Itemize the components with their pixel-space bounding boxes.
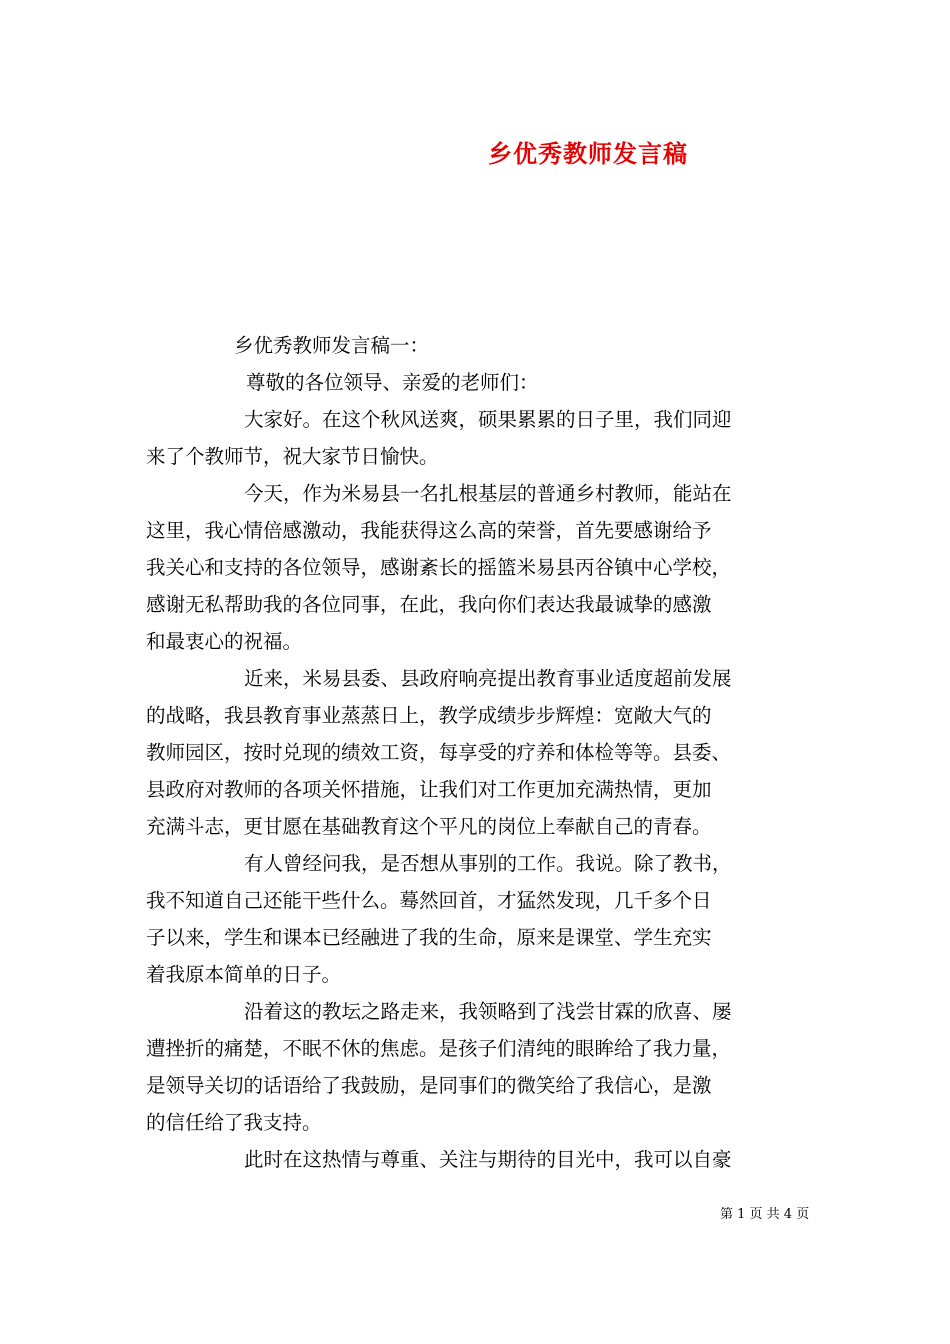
paragraph-line: 大家好。在这个秋风送爽，硕果累累的日子里，我们同迎 [244, 408, 732, 431]
paragraph-line: 教师园区，按时兑现的绩效工资，每享受的疗养和体检等等。县委、 [146, 741, 732, 764]
paragraph-line: 和最衷心的祝福。 [146, 630, 303, 653]
paragraph-line: 这里，我心情倍感激动，我能获得这么高的荣誉，首先要感谢给予 [146, 519, 712, 542]
page-number-footer: 第 1 页 共 4 页 [720, 1207, 810, 1222]
paragraph-line: 县政府对教师的各项关怀措施，让我们对工作更加充满热情，更加 [146, 778, 712, 801]
paragraph-line: 沿着这的教坛之路走来，我领略到了浅尝甘霖的欣喜、屡 [244, 1000, 732, 1023]
paragraph-line: 来了个教师节，祝大家节日愉快。 [146, 445, 439, 468]
document-body [146, 327, 806, 1178]
salutation-line: 尊敬的各位领导、亲爱的老师们： [246, 371, 539, 394]
paragraph-line: 我不知道自己还能干些什么。蓦然回首，才猛然发现，几千多个日 [146, 889, 712, 912]
document-title: 乡优秀教师发言稿 [488, 139, 688, 168]
paragraph-line: 遭挫折的痛楚，不眠不休的焦虑。是孩子们清纯的眼眸给了我力量， [146, 1037, 732, 1060]
paragraph-line: 是领导关切的话语给了我鼓励，是同事们的微笑给了我信心，是激 [146, 1074, 712, 1097]
paragraph-line: 的战略，我县教育事业蒸蒸日上，教学成绩步步辉煌：宽敞大气的 [146, 704, 712, 727]
paragraph-line: 感谢无私帮助我的各位同事，在此，我向你们表达我最诚挚的感激 [146, 593, 712, 616]
paragraph-line: 今天，作为米易县一名扎根基层的普通乡村教师，能站在 [244, 482, 732, 505]
paragraph-line: 近来，米易县委、县政府响亮提出教育事业适度超前发展 [244, 667, 732, 690]
paragraph-line: 着我原本简单的日子。 [146, 963, 342, 986]
paragraph-line: 有人曾经问我，是否想从事别的工作。我说。除了教书， [244, 852, 732, 875]
paragraph-line: 我关心和支持的各位领导，感谢紊长的摇篮米易县丙谷镇中心学校， [146, 556, 732, 579]
section-subtitle: 乡优秀教师发言稿一： [234, 334, 430, 357]
paragraph-line: 此时在这热情与尊重、关注与期待的目光中，我可以自豪 [244, 1148, 732, 1171]
paragraph-line: 充满斗志，更甘愿在基础教育这个平凡的岗位上奉献自己的青春。 [146, 815, 712, 838]
paragraph-line: 的信任给了我支持。 [146, 1111, 322, 1134]
paragraph-line: 子以来，学生和课本已经融进了我的生命，原来是课堂、学生充实 [146, 926, 712, 949]
